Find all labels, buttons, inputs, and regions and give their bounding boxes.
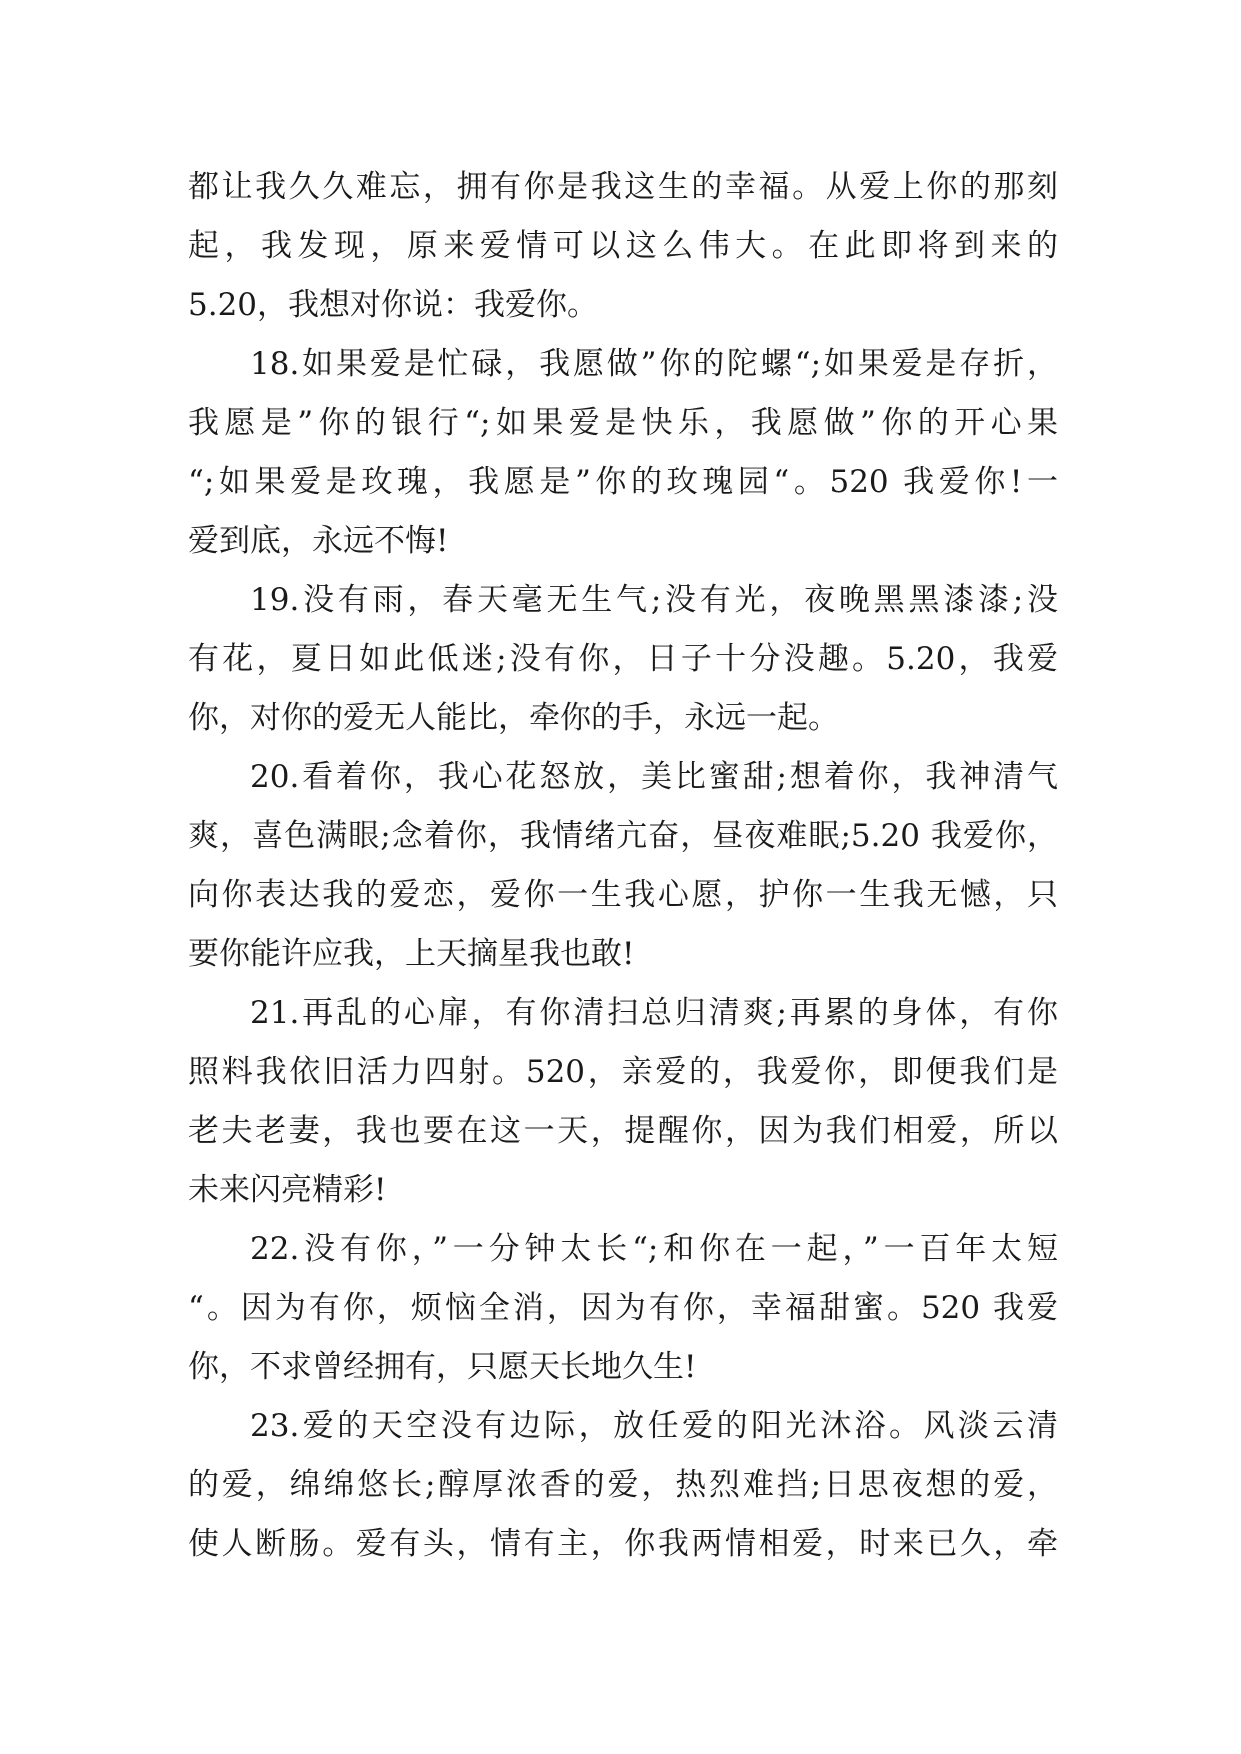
text-line: 老夫老妻，我也要在这一天，提醒你，因为我们相爱，所以 xyxy=(188,1113,1058,1149)
text-line: 未来闪亮精彩! xyxy=(188,1172,387,1208)
text-line: 都让我久久难忘，拥有你是我这生的幸福。从爱上你的那刻 xyxy=(188,169,1058,205)
text-line: 20.看着你，我心花怒放，美比蜜甜;想着你，我神清气 xyxy=(250,759,1058,795)
paragraph-22 xyxy=(188,1220,1058,1397)
text-line: 起，我发现，原来爱情可以这么伟大。在此即将到来的 xyxy=(188,228,1058,264)
paragraph-18 xyxy=(188,335,1058,571)
text-line: 18.如果爱是忙碌，我愿做”你的陀螺“;如果爱是存折， xyxy=(250,346,1058,382)
text-line: “。因为有你，烦恼全消，因为有你，幸福甜蜜。520 我爱 xyxy=(188,1290,1058,1326)
paragraph-19 xyxy=(188,571,1058,748)
text-line: 你，对你的爱无人能比，牵你的手，永远一起。 xyxy=(188,700,839,736)
text-line: 有花，夏日如此低迷;没有你，日子十分没趣。5.20，我爱 xyxy=(188,641,1058,677)
text-line: 19.没有雨，春天毫无生气;没有光，夜晚黑黑漆漆;没 xyxy=(250,582,1058,618)
text-line: 21.再乱的心扉，有你清扫总归清爽;再累的身体，有你 xyxy=(250,995,1058,1031)
text-line: 使人断肠。爱有头，情有主，你我两情相爱，时来已久，牵 xyxy=(188,1526,1058,1562)
text-line: 我愿是”你的银行“;如果爱是快乐，我愿做”你的开心果 xyxy=(188,405,1058,441)
text-line: 向你表达我的爱恋，爱你一生我心愿，护你一生我无憾，只 xyxy=(188,877,1058,913)
text-line: 爽，喜色满眼;念着你，我情绪亢奋，昼夜难眠;5.20 我爱你， xyxy=(188,818,1058,854)
text-line: 22.没有你，”一分钟太长“;和你在一起，”一百年太短 xyxy=(250,1231,1058,1267)
text-line: 23.爱的天空没有边际，放任爱的阳光沐浴。风淡云清 xyxy=(250,1408,1058,1444)
document-body xyxy=(188,158,1058,1574)
text-line: 要你能许应我，上天摘星我也敢! xyxy=(188,936,635,972)
text-line: “;如果爱是玫瑰，我愿是”你的玫瑰园“。520 我爱你!一 xyxy=(188,464,1058,500)
text-line: 照料我依旧活力四射。520，亲爱的，我爱你，即便我们是 xyxy=(188,1054,1058,1090)
paragraph-intro xyxy=(188,158,1058,335)
paragraph-23 xyxy=(188,1397,1058,1574)
paragraph-20 xyxy=(188,748,1058,984)
paragraph-21 xyxy=(188,984,1058,1220)
text-line: 你，不求曾经拥有，只愿天长地久生! xyxy=(188,1349,697,1385)
text-line: 5.20，我想对你说：我爱你。 xyxy=(188,287,599,323)
text-line: 的爱，绵绵悠长;醇厚浓香的爱，热烈难挡;日思夜想的爱， xyxy=(188,1467,1058,1503)
text-line: 爱到底，永远不悔! xyxy=(188,523,449,559)
